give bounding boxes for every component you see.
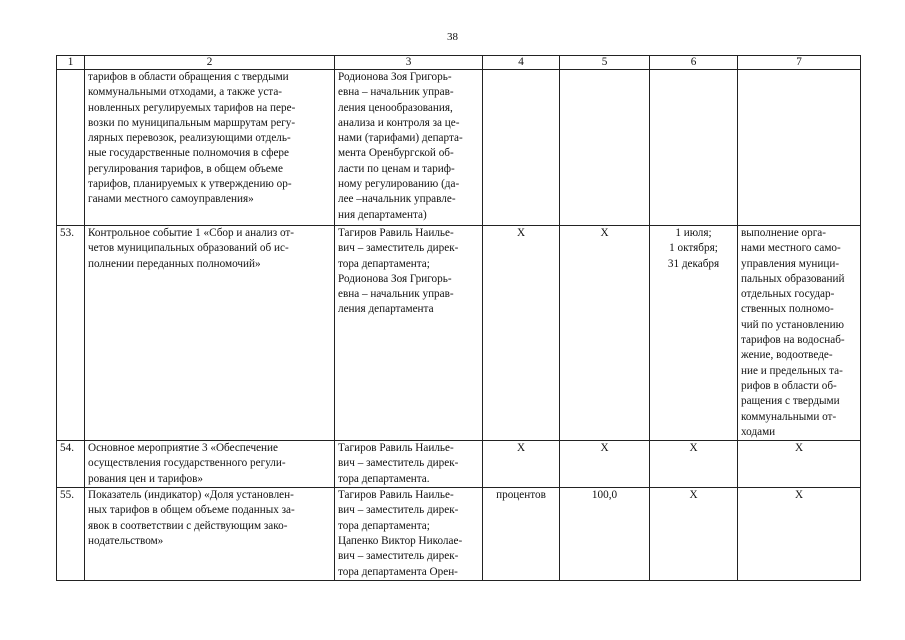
description-line: возки по муниципальным маршрутам регу- — [88, 116, 296, 129]
responsible-line: ления департамента — [338, 303, 434, 316]
deadline-line: X — [689, 442, 698, 455]
deadline-line: 31 декабря — [667, 257, 720, 270]
description-line: нодательством» — [88, 534, 164, 547]
result-line: ращения с твердыми — [741, 395, 840, 408]
column-5-cell — [560, 70, 650, 226]
responsible-line: тора департамента; — [338, 519, 430, 532]
result-line: нами местного само- — [741, 242, 841, 255]
header-cell-1: 1 — [57, 56, 85, 70]
responsible-line: ления ценообразования, — [338, 101, 453, 114]
result-cell — [738, 441, 861, 488]
result-line: ственных полномо- — [741, 303, 834, 316]
column-4-cell: X — [483, 226, 560, 441]
responsible-line: евна – начальник управ- — [338, 288, 454, 301]
result-line: пальных образований — [741, 272, 845, 285]
header-cell-3: 3 — [335, 56, 483, 70]
description-line: Основное мероприятие 3 «Обеспечение — [88, 442, 278, 455]
result-line: выполнение орга- — [741, 227, 826, 239]
table-row — [57, 226, 861, 441]
plan-table — [56, 55, 861, 581]
column-5-cell: 100,0 — [560, 488, 650, 581]
description-line: осуществления государственного регули- — [88, 457, 286, 470]
result-line: чий по установлению — [741, 318, 844, 331]
table-row — [57, 70, 861, 226]
page-number: 38 — [447, 31, 458, 43]
responsible-line: мента Оренбургской об- — [338, 147, 454, 160]
row-number-cell: 53. — [57, 226, 85, 441]
description-line: лярных перевозок, реализующими отдель- — [88, 132, 291, 145]
responsible-line: вич – заместитель дирек- — [338, 242, 459, 255]
responsible-line: анализа и контроля за це- — [338, 116, 460, 129]
description-line: новленных регулируемых тарифов на пере- — [88, 101, 296, 114]
description-cell — [85, 441, 335, 488]
column-4-cell — [483, 70, 560, 226]
description-line: ные государственные полномочия в сфере — [88, 147, 289, 160]
responsible-line: ласти по ценам и тариф- — [338, 162, 455, 175]
table-header-row — [57, 56, 861, 70]
responsible-line: Цапенко Виктор Николае- — [338, 534, 463, 547]
result-line: ние и предельных та- — [741, 364, 843, 377]
result-line: рифов в области об- — [741, 379, 837, 392]
deadline-line: 1 июля; — [675, 227, 712, 239]
result-line: X — [794, 442, 804, 455]
deadline-cell — [650, 441, 738, 488]
result-line: управления муници- — [741, 257, 840, 270]
responsible-cell — [335, 441, 483, 488]
column-4-cell: процентов — [483, 488, 560, 581]
column-5-cell: X — [560, 226, 650, 441]
description-line: явок в соответствии с действующим зако- — [88, 519, 288, 532]
table-row — [57, 441, 861, 488]
column-5-cell: X — [560, 441, 650, 488]
deadline-cell — [650, 226, 738, 441]
deadline-cell — [650, 488, 738, 581]
table-row — [57, 488, 861, 581]
responsible-line: вич – заместитель дирек- — [338, 457, 459, 470]
responsible-cell — [335, 488, 483, 581]
header-cell-6: 6 — [650, 56, 738, 70]
header-cell-4: 4 — [483, 56, 560, 70]
responsible-line: Тагиров Равиль Наилье- — [338, 227, 454, 239]
responsible-line: ному регулированию (да- — [338, 178, 460, 191]
description-line: четов муниципальных образований об ис- — [88, 242, 289, 255]
result-cell — [738, 488, 861, 581]
deadline-cell — [650, 70, 738, 226]
description-line: тарифов в области обращения с твердыми — [88, 71, 289, 83]
result-cell — [738, 226, 861, 441]
responsible-line: нами (тарифами) департа- — [338, 132, 463, 145]
responsible-line: Родионова Зоя Григорь- — [338, 71, 452, 83]
description-line: полнении переданных полномочий» — [88, 257, 261, 270]
result-line: отдельных государ- — [741, 288, 835, 301]
result-line: жение, водоотведе- — [741, 349, 833, 362]
responsible-line: лее –начальник управле- — [338, 193, 456, 206]
description-line: ганами местного самоуправления» — [88, 193, 254, 206]
description-line: ных тарифов в общем объеме поданных за- — [88, 504, 295, 517]
responsible-line: Тагиров Равиль Наилье- — [338, 489, 454, 502]
description-line: Показатель (индикатор) «Доля установлен- — [88, 489, 294, 502]
description-line: регулирования тарифов, в общем объеме — [88, 162, 283, 175]
description-cell — [85, 70, 335, 226]
responsible-line: вич – заместитель дирек- — [338, 550, 459, 563]
result-line: ходами — [741, 425, 776, 438]
responsible-line: тора департамента Орен- — [338, 565, 458, 578]
description-cell — [85, 226, 335, 441]
description-line: рования цен и тарифов» — [88, 472, 204, 485]
description-line: коммунальными отходами, а также уста- — [88, 86, 283, 99]
result-line: коммунальными от- — [741, 410, 837, 423]
description-line: тарифов, планируемых к утверждению ор- — [88, 178, 292, 191]
responsible-line: тора департамента; — [338, 257, 430, 270]
responsible-cell — [335, 70, 483, 226]
row-number-cell: 54. — [57, 441, 85, 488]
header-cell-7: 7 — [738, 56, 861, 70]
responsible-line: Родионова Зоя Григорь- — [338, 272, 452, 285]
responsible-line: вич – заместитель дирек- — [338, 504, 459, 517]
deadline-line: 1 октября; — [669, 242, 718, 255]
result-line: X — [794, 489, 804, 502]
responsible-line: тора департамента. — [338, 472, 430, 485]
result-cell — [738, 70, 861, 226]
row-number-cell — [57, 70, 85, 226]
description-cell — [85, 488, 335, 581]
header-cell-2: 2 — [85, 56, 335, 70]
column-4-cell: X — [483, 441, 560, 488]
responsible-line: ния департамента) — [338, 208, 427, 221]
description-line: Контрольное событие 1 «Сбор и анализ от- — [88, 227, 295, 239]
responsible-cell — [335, 226, 483, 441]
responsible-line: евна – начальник управ- — [338, 86, 454, 99]
deadline-line: X — [689, 489, 698, 502]
row-number-cell: 55. — [57, 488, 85, 581]
result-line: тарифов на водоснаб- — [741, 334, 845, 347]
responsible-line: Тагиров Равиль Наилье- — [338, 442, 454, 455]
header-cell-5: 5 — [560, 56, 650, 70]
